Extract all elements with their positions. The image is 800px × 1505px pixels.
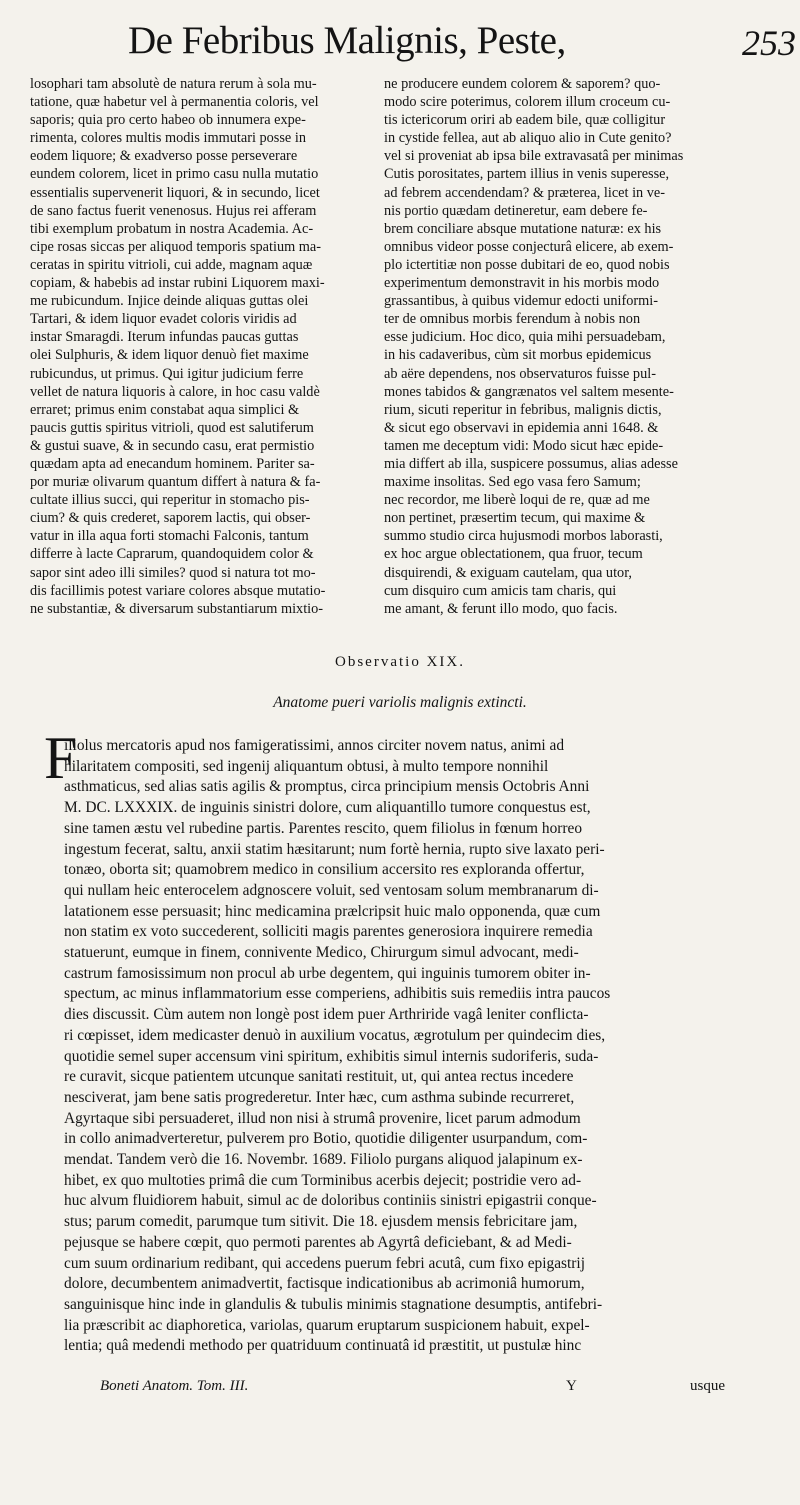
text-line: mia differt ab illa, suspicere possumus, alias adesse bbox=[384, 455, 678, 472]
text-line: me amant, & ferunt illo modo, quo facis. bbox=[384, 600, 618, 617]
text-line: por muriæ olivarum quantum differt à natura & fa- bbox=[30, 474, 321, 491]
text-line: sapor sint adeo illi similes? quod si natura tot mo- bbox=[30, 564, 316, 581]
text-line: ex hoc argue oblectationem, qua fruor, tecum bbox=[384, 546, 643, 563]
text-line: experimentum demonstravit in his morbis modo bbox=[384, 275, 660, 292]
text-line: lentia; quâ medendi methodo per quatriduum continuatâ id præstitit, ut pustulæ hinc bbox=[64, 1337, 582, 1355]
text-line: dis facillimis potest variare colores absque mutatio- bbox=[30, 582, 326, 599]
text-line: tonæo, oborta sit; quamobrem medico in consilium accersito res exploranda offertur, bbox=[64, 861, 585, 879]
text-line: rium, sicuti reperitur in febribus, malignis dictis, bbox=[384, 401, 662, 418]
text-line: spectum, ac minus inflammatorium esse comperiens, adhibitis suis remediis intra paucos bbox=[64, 985, 611, 1003]
text-line: & sicut ego observavi in epidemia anni 1648. & bbox=[384, 419, 659, 436]
text-line: sanguinisque hinc inde in glandulis & tubulis minimis stagnatione desumptis, antifebri- bbox=[64, 1295, 603, 1313]
text-line: ab aëre dependens, nos observaturos fuisse pul- bbox=[384, 365, 656, 382]
text-line: statuerunt, eumque in finem, connivente Medico, Chirurgum simul advocant, medi- bbox=[64, 944, 579, 962]
text-line: quotidie semel super accensum vini spiritum, exhibitis simul internis sudoriferis, suda- bbox=[64, 1047, 599, 1065]
text-line: paucis guttis spiritus vitrioli, quod est salutiferum bbox=[30, 419, 314, 436]
text-line: plo ictertitiæ non posse dubitari de eo, quod nobis bbox=[384, 256, 670, 273]
text-line: de sano factus fuerit venenosus. Hujus rei afferam bbox=[30, 202, 317, 219]
text-line: re curavit, sicque patientem utcunque sanitati restituit, ut, qui antea rectus incedere bbox=[64, 1068, 574, 1086]
text-line: latationem esse persuasit; hinc medicamina prælcripsit huic malo opponenda, quæ cum bbox=[64, 902, 601, 920]
text-line: tibi exemplum probatum in nostra Academia. Ac- bbox=[30, 220, 314, 237]
text-line: grassantibus, à quibus videmur edocti uniformi- bbox=[384, 293, 658, 310]
text-line: copiam, & habebis ad instar rubini Liquorem maxi- bbox=[30, 275, 325, 292]
text-line: ceratas in spiritu vitrioli, cui adde, magnam aquæ bbox=[30, 256, 313, 273]
text-line: cum suum ordinarium redibant, qui accedens puerum febri acutâ, cum fixo epigastrij bbox=[64, 1254, 585, 1272]
text-line: me rubicundum. Injice deinde aliquas guttas olei bbox=[30, 293, 309, 310]
observation-subtitle: Anatome pueri variolis malignis extincti. bbox=[273, 694, 527, 711]
text-line: hilaritatem compositi, sed ingenij aliquantum obtusi, à multo tempore nonnihil bbox=[64, 757, 549, 775]
text-line: Tartari, & idem liquor evadet coloris viridis ad bbox=[30, 311, 297, 328]
text-line: essentialis supervenerit liquori, & in secundo, licet bbox=[30, 184, 320, 201]
text-line: ne producere eundem colorem & saporem? quo- bbox=[384, 76, 661, 92]
text-line: sine tamen æstu vel rubedine partis. Parentes rescito, quem filiolus in fœnum horreo bbox=[64, 819, 583, 837]
text-line: losophari tam absolutè de natura rerum à sola mu- bbox=[30, 76, 317, 92]
signature-mark: Y bbox=[566, 1378, 577, 1394]
right-column bbox=[384, 75, 740, 618]
text-line: qui nullam heic enterocelem adgnoscere voluit, sed ventosam solum membranarum di- bbox=[64, 881, 599, 899]
text-line: asthmaticus, sed alias satis agilis & promptus, circa principium mensis Octobris Anni bbox=[64, 778, 590, 796]
text-line: instar Smaragdi. Iterum infundas paucas guttas bbox=[30, 329, 299, 346]
text-line: & gustui suave, & in secundo casu, erat permistio bbox=[30, 437, 315, 454]
text-line: ingestum fecerat, saltu, anxii statim hæsitarunt; num fortè hernia, rupto sive laxato peri- bbox=[64, 840, 605, 858]
text-line: cum disquiro cum amicis tam charis, qui bbox=[384, 582, 617, 599]
text-line: tis ictericorum oriri ab eadem bile, quæ colligitur bbox=[384, 112, 666, 129]
text-line: quædam apta ad enecandum hominem. Pariter sa- bbox=[30, 455, 315, 472]
text-line: cultate illius succi, qui reperitur in stomacho pis- bbox=[30, 492, 310, 509]
drop-capital: F bbox=[44, 725, 78, 791]
text-line: in cystide fellea, aut ab aliquo alio in Cute genito? bbox=[384, 130, 672, 147]
text-line: huc alvum fluidiorem habuit, simul ac de doloribus continiis sinistri epigastrii conque- bbox=[64, 1192, 597, 1210]
text-line: vellet de natura liquoris à calore, in hoc casu valdè bbox=[30, 383, 320, 400]
text-line: M. DC. LXXXIX. de inguinis sinistri dolore, cum aliquantillo tumore conquestus est, bbox=[64, 799, 591, 817]
text-line: nesciverat, jam bene satis progrederetur. Inter hæc, cum asthma subinde recurreret, bbox=[64, 1088, 575, 1106]
text-line: eundem colorem, licet in primo casu nulla mutatio bbox=[30, 166, 319, 183]
text-line: ad febrem accendendam? & præterea, licet in ve- bbox=[384, 184, 666, 201]
text-line: non pertinet, præsertim tecum, qui maxime & bbox=[384, 510, 646, 527]
text-line: castrum famosissimum non procul ab urbe degentem, qui inguinis tumorem obiter in- bbox=[64, 964, 591, 982]
text-line: ri cœpisset, idem medicaster denuò in auxilium vocatus, ægrotulum per quindecim dies, bbox=[64, 1026, 606, 1044]
text-line: mendat. Tandem verò die 16. Novembr. 1689. Filiolo purgans aliquod jalapinum ex- bbox=[64, 1151, 583, 1169]
text-line: ter de omnibus morbis ferendum à nobis non bbox=[384, 311, 641, 328]
page-footer bbox=[0, 1378, 800, 1408]
text-line: nis portio quædam detineretur, eam debere fe- bbox=[384, 202, 648, 219]
text-line: brem conciliare absque mutatione naturæ: ex his bbox=[384, 220, 662, 237]
text-line: vel si proveniat ab ipsa bile extravasatâ per minimas bbox=[384, 148, 684, 165]
text-line: disquirendi, & exiguam cautelam, qua utor, bbox=[384, 564, 632, 581]
text-line: esse judicium. Hoc dico, quia mihi persuadebam, bbox=[384, 329, 666, 346]
text-line: Agyrtaque sibi persuaderet, illud non nisi à strumâ provenire, licet parum admodum bbox=[64, 1109, 581, 1127]
left-column bbox=[30, 75, 370, 618]
text-line: hibet, ex quo multoties primâ die cum Torminibus acerbis dejecit; postridie vero ad- bbox=[64, 1171, 582, 1189]
text-line: rubicundus, ut primus. Qui igitur judicium ferre bbox=[30, 365, 304, 382]
text-line: pejusque se habere cœpit, quo permoti parentes ab Agyrtâ deficiebant, & ad Medi- bbox=[64, 1233, 572, 1251]
text-line: eodem liquore; & exadverso posse perseverare bbox=[30, 148, 298, 165]
text-line: rimenta, colores multis modis immutari posse in bbox=[30, 130, 306, 147]
observation-heading: Observatio XIX. bbox=[335, 654, 465, 670]
catchword: usque bbox=[690, 1378, 725, 1394]
observation-body bbox=[64, 736, 742, 1357]
text-line: in his cadaveribus, cùm sit morbus epidemicus bbox=[384, 347, 652, 364]
text-line: omnibus videor posse conjecturâ elicere, ab exem- bbox=[384, 238, 674, 255]
text-line: cipe rosas siccas per aliquod temporis spatium ma- bbox=[30, 238, 322, 255]
text-line: Cutis porositates, partem illius in venis superesse, bbox=[384, 166, 670, 183]
text-line: in collo animadverteretur, pulverem pro Botio, quotidie diligenter usurpandum, com- bbox=[64, 1130, 588, 1148]
text-line: dolore, decumbentem animadvertit, factisque indicationibus ab acrimoniâ humorum, bbox=[64, 1275, 585, 1293]
text-line: ne substantiæ, & diversarum substantiarum mixtio- bbox=[30, 600, 324, 617]
text-line: differre à lacte Caprarum, quandoquidem color & bbox=[30, 546, 314, 563]
text-line: erraret; primus enim constabat aqua simplici & bbox=[30, 401, 300, 418]
text-line: iliolus mercatoris apud nos famigeratissimi, annos circiter novem natus, animi ad bbox=[64, 737, 565, 754]
page-number: 253 bbox=[742, 23, 796, 63]
text-line: non statim ex voto succederent, solliciti magis parentes generosiora inquirere remedia bbox=[64, 923, 593, 941]
text-line: saporis; quia pro certo habeo ob innumera expe- bbox=[30, 112, 306, 129]
text-line: maxime insolitas. Sed ego vasa fero Samum; bbox=[384, 474, 641, 491]
text-line: cium? & quis crederet, saporem lactis, qui obser- bbox=[30, 510, 311, 527]
text-line: lia præscribit ac diaphoretica, variolas, quarum eruptarum suspicionem habuit, expel- bbox=[64, 1316, 590, 1334]
text-line: olei Sulphuris, & idem liquor denuò fiet maxime bbox=[30, 347, 309, 364]
text-line: stus; parum comedit, parumque tum sitivit. Die 18. ejusdem mensis febricitare jam, bbox=[64, 1213, 578, 1231]
page-header bbox=[0, 18, 800, 78]
text-line: dies discussit. Cùm autem non longè post idem puer Arthriride vagâ leniter conflicta- bbox=[64, 1006, 589, 1024]
running-title: De Febribus Malignis, Peste, bbox=[128, 19, 566, 62]
book-title-footer: Boneti Anatom. Tom. III. bbox=[100, 1378, 249, 1394]
text-line: modo scire poterimus, colorem illum croceum cu- bbox=[384, 94, 671, 111]
text-line: tamen me deceptum vidi: Modo sicut hæc epide- bbox=[384, 437, 664, 454]
text-line: tatione, quæ habetur vel à permanentia coloris, vel bbox=[30, 94, 319, 111]
text-line: vatur in illa aqua forti stomachi Falconis, tantum bbox=[30, 528, 309, 545]
text-line: mones tabidos & gangrænatos vel saltem mesente- bbox=[384, 383, 674, 400]
text-line: nec recordor, me liberè loqui de re, quæ ad me bbox=[384, 492, 650, 509]
text-line: summo studio circa hujusmodi morbos laborasti, bbox=[384, 528, 663, 545]
